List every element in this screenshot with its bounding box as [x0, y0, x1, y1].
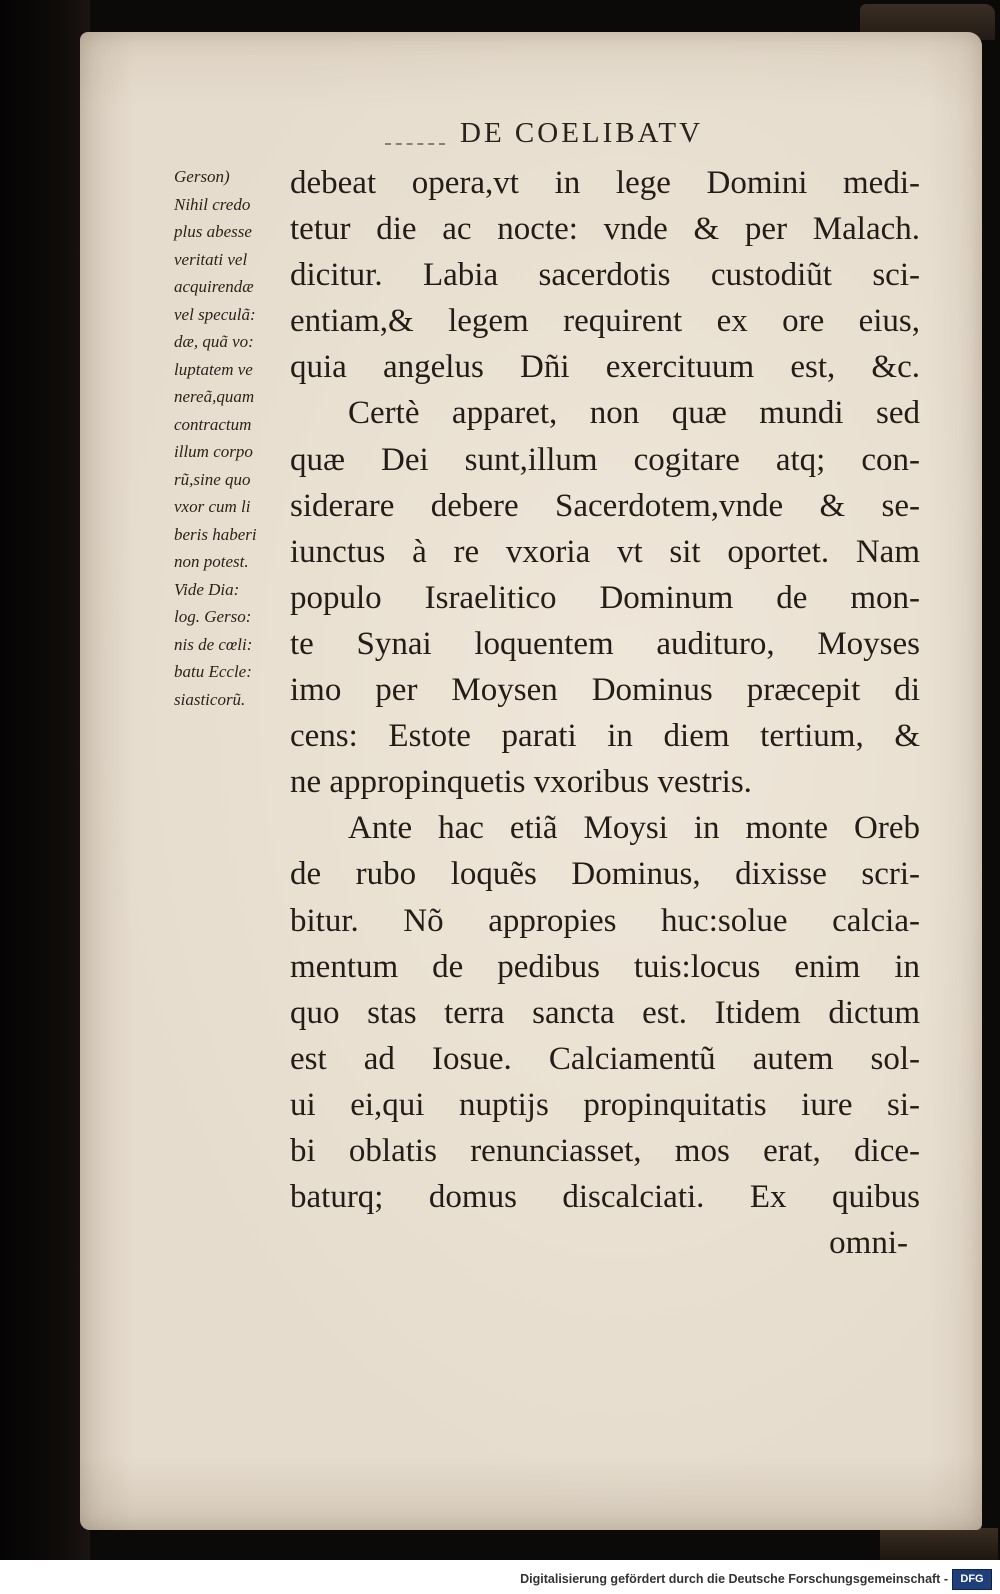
margin-note-line: illum corpo: [174, 442, 253, 461]
margin-note-line: plus abesse: [174, 222, 252, 241]
text-line: ne appropinquetis vxoribus vestris.: [290, 764, 752, 801]
text-line: Certè apparet, non quæ mundi sed: [348, 395, 920, 432]
text-line: siderare debere Sacerdotem,vnde & se-: [290, 487, 920, 524]
text-line: est ad Iosue. Calciamentũ autem sol-: [290, 1040, 920, 1077]
margin-note-line: acquirendæ: [174, 277, 254, 296]
text-line: populo Israelitico Dominum de mon-: [290, 579, 920, 616]
margin-note-line: contractum: [174, 414, 252, 434]
margin-note-line: vel speculã:: [174, 304, 256, 324]
margin-note-line: veritati vel: [174, 249, 248, 269]
margin-note-line: nereã,quam: [174, 387, 255, 406]
margin-note-line: luptatem ve: [174, 359, 253, 379]
main-text-block: [290, 160, 920, 1266]
catchword: omni-: [829, 1225, 908, 1262]
margin-note-line: non potest.: [174, 552, 249, 571]
book-spine-shadow: [0, 0, 90, 1560]
margin-note-line: log. Gerso:: [174, 607, 252, 626]
text-line: bitur. Nõ appropies huc:solue calcia-: [290, 902, 920, 939]
text-line: de rubo loquẽs Dominus, dixisse scri-: [290, 856, 920, 893]
margin-note-line: batu Eccle:: [174, 662, 252, 681]
margin-note-line: Gerson): [174, 167, 230, 186]
text-line: quo stas terra sancta est. Itidem dictum: [290, 994, 920, 1031]
header-ornament: [385, 143, 445, 148]
text-line: iunctus à re vxoria vt sit oportet. Nam: [290, 533, 920, 570]
text-line: mentum de pedibus tuis:locus enim in: [290, 948, 920, 985]
text-line: quæ Dei sunt,illum cogitare atq; con-: [290, 441, 920, 478]
dfg-logo: DFG: [952, 1569, 992, 1590]
margin-note-line: beris haberi: [174, 524, 257, 544]
margin-note-line: vxor cum li: [174, 497, 251, 516]
text-line: te Synai loquentem audituro, Moyses: [290, 625, 920, 662]
text-line: quia angelus Dñi exercituum est, &c.: [290, 349, 920, 386]
text-line: baturq; domus discalciati. Ex quibus: [290, 1179, 920, 1216]
margin-note-line: siasticorũ.: [174, 689, 246, 709]
text-line: Ante hac etiã Moysi in monte Oreb: [348, 810, 920, 847]
text-line: tetur die ac nocte: vnde & per Malach.: [290, 211, 920, 248]
text-line: cens: Estote parati in diem tertium, &: [290, 718, 920, 755]
text-line: ui ei,qui nuptijs propinquitatis iure si-: [290, 1086, 920, 1123]
page-edge-bottom: [880, 1528, 998, 1560]
text-line: dicitur. Labia sacerdotis custodiũt sci-: [290, 257, 920, 294]
running-head: DE COELIBATV: [460, 117, 704, 149]
text-line: debeat opera,vt in lege Domini medi-: [290, 165, 920, 201]
margin-note-line: dæ, quã vo:: [174, 332, 254, 351]
margin-note-line: Vide Dia:: [174, 579, 240, 599]
funding-credit: Digitalisierung gefördert durch die Deutsche Forschungsgemeinschaft -: [520, 1572, 948, 1586]
text-line: imo per Moysen Dominus præcepit di: [290, 672, 920, 709]
margin-note-line: Nihil credo: [174, 194, 251, 214]
text-line: bi oblatis renunciasset, mos erat, dice-: [290, 1132, 920, 1169]
margin-note-line: rũ,sine quo: [174, 469, 251, 489]
text-line: entiam,& legem requirent ex ore eius,: [290, 303, 920, 340]
marginal-notes: [174, 163, 314, 713]
margin-note-line: nis de cœli:: [174, 634, 253, 654]
